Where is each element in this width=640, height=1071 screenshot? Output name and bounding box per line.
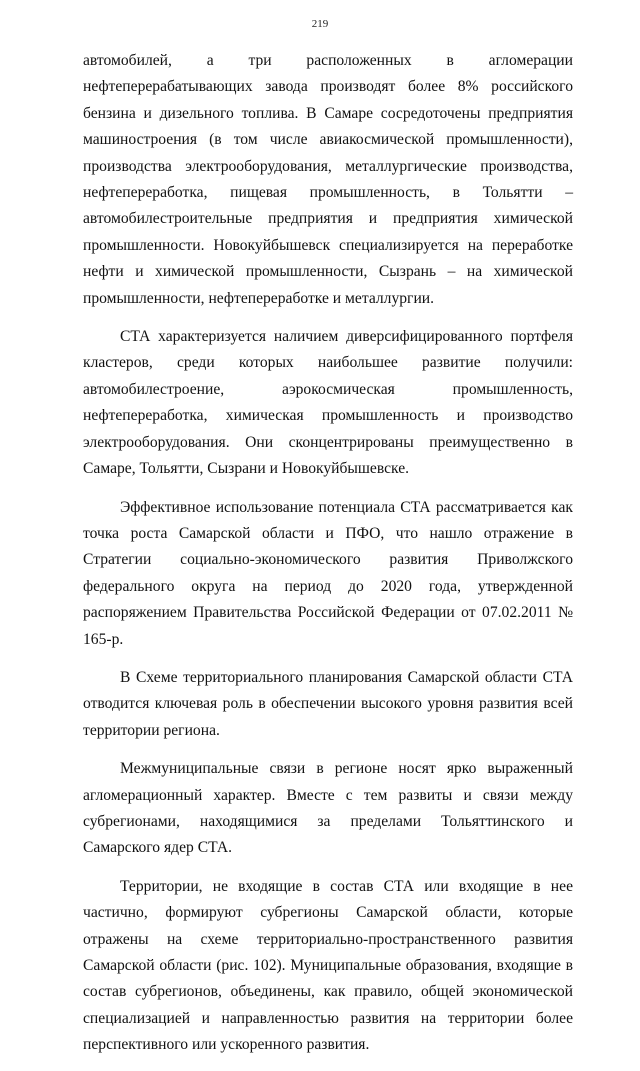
paragraph-5: Межмуниципальные связи в регионе носят ярко выраженный агломерационный характер. Вместе с тем развиты и связи между субрегионами, находящимися за пределами Тольяттинского и Самарского ядер СТА. — [83, 760, 573, 857]
paragraph-2: СТА характеризуется наличием диверсифицированного портфеля кластеров, среди которых наибольшее развитие получили: автомобилестроение, аэрокосмическая промышленность, нефтепереработка, химическая промышленность и производство электрооборудования. Они сконцентрированы преимущественно в Самаре, Тольятти, Сызрани и Новокуйбышевске. — [83, 328, 573, 478]
paragraph-1: автомобилей, а три расположенных в агломерации нефтеперерабатывающих завода производят более 8% российского бензина и дизельного топлива. В Самаре сосредоточены предприятия машиностроения (в том числе авиакосмической промышленности), производства электрооборудования, металлургические производства, нефтепереработка, пищевая промышленность, в Тольятти – автомобилестроительные предприятия и предприятия химической промышленности. Новокуйбышевск специализируется на переработке нефти и химической промышленности, Сызрань – на химической промышленности, нефтепереработке и металлургии. — [83, 52, 573, 307]
paragraph-4: В Схеме территориального планирования Самарской области СТА отводится ключевая роль в обеспечении высокого уровня развития всей территории региона. — [83, 668, 573, 739]
body-text — [83, 48, 573, 1071]
page-number: 219 — [311, 18, 329, 30]
paragraph-6: Территории, не входящие в состав СТА или входящие в нее частично, формируют субрегионы Самарской области, которые отражены на схеме территориально-пространственного развития Самарской области (рис. 102). Муниципальные образования, входящие в состав субрегионов, объединены, как правило, общей экономической специализацией и направленностью развития на территории более перспективного или ускоренного развития. — [83, 877, 573, 1054]
paragraph-3: Эффективное использование потенциала СТА рассматривается как точка роста Самарской области и ПФО, что нашло отражение в Стратегии социально-экономического развития Приволжского федерального округа на период до 2020 года, утвержденной распоряжением Правительства Российской Федерации от 07.02.2011 № 165-р. — [83, 498, 573, 648]
